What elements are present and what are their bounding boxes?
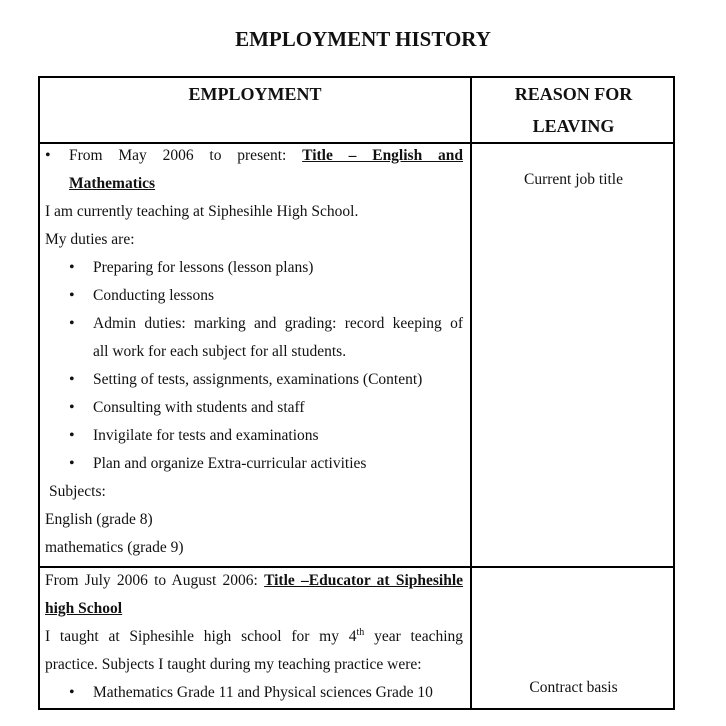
duty-text: Conducting lessons xyxy=(93,287,214,304)
reason-for-leaving-2: Contract basis xyxy=(529,679,618,696)
duty-item xyxy=(69,282,463,310)
header-employment xyxy=(40,78,470,110)
subject-item: English (grade 8) xyxy=(45,511,153,528)
duty-text: Admin duties: marking and grading: record keeping of xyxy=(93,315,463,332)
description-part2: year teaching xyxy=(374,628,464,645)
duty-item xyxy=(69,394,463,422)
duty-text: Consulting with students and staff xyxy=(93,399,305,416)
employment-table xyxy=(38,76,675,710)
period-text xyxy=(45,567,463,595)
duty-item xyxy=(69,254,463,282)
ordinal-suffix: th xyxy=(356,626,365,638)
duty-text: Preparing for lessons (lesson plans) xyxy=(93,259,314,276)
duty-continuation: all work for each subject for all students. xyxy=(93,343,347,360)
job-title-part1: Title – English and xyxy=(302,147,463,164)
job-title-part2: high School xyxy=(45,600,123,617)
duties-label: My duties are: xyxy=(45,231,135,248)
subject-item: mathematics (grade 9) xyxy=(45,539,184,556)
header-employment-label: EMPLOYMENT xyxy=(188,84,322,104)
duty-item xyxy=(69,450,463,478)
period-prefix: From July 2006 to August 2006: xyxy=(45,572,258,589)
job-title-part2: Mathematics xyxy=(69,175,156,192)
header-reason-line1: REASON FOR xyxy=(514,84,633,104)
duty-item xyxy=(69,366,463,394)
duty-text: Setting of tests, assignments, examinations (Content) xyxy=(93,371,423,388)
duty-item xyxy=(69,422,463,450)
duties-list xyxy=(45,254,463,478)
description-line2: practice. Subjects I taught during my teaching practice were: xyxy=(45,656,422,673)
bullet-icon xyxy=(69,422,93,450)
description-line1 xyxy=(45,623,463,651)
subjects-label: Subjects: xyxy=(49,483,106,500)
duty-text: Plan and organize Extra-curricular activities xyxy=(93,455,367,472)
duty-item xyxy=(69,310,463,338)
bullet-icon xyxy=(45,142,69,170)
description-part1: I taught at Siphesihle high school for my 4 xyxy=(45,628,357,645)
job-title-part1: Title –Educator at Siphesihle xyxy=(264,572,464,589)
employment-entry-1 xyxy=(45,142,463,562)
bullet-icon xyxy=(69,254,93,282)
bullet-icon xyxy=(69,282,93,310)
bullet-icon xyxy=(69,310,93,338)
duty-text: Invigilate for tests and examinations xyxy=(93,427,319,444)
subject-text: Mathematics Grade 11 and Physical sciences Grade 10 xyxy=(93,684,433,701)
period-prefix: From May 2006 to present: xyxy=(69,147,287,164)
period-line xyxy=(45,142,463,170)
reason-for-leaving-1: Current job title xyxy=(523,171,623,188)
bullet-icon xyxy=(69,450,93,478)
job-title-line2 xyxy=(45,170,463,198)
employment-entry-2 xyxy=(45,567,463,707)
header-reason xyxy=(472,78,675,142)
header-reason-line2: LEAVING xyxy=(532,116,615,136)
subject-item xyxy=(69,679,463,707)
period-text xyxy=(69,142,463,170)
job-title-line2 xyxy=(45,595,463,623)
bullet-icon xyxy=(69,366,93,394)
bullet-icon xyxy=(69,679,93,707)
intro-text: I am currently teaching at Siphesihle High School. xyxy=(45,203,359,220)
page-title: EMPLOYMENT HISTORY xyxy=(235,27,491,51)
subjects-list xyxy=(45,679,463,707)
bullet-icon xyxy=(69,394,93,422)
